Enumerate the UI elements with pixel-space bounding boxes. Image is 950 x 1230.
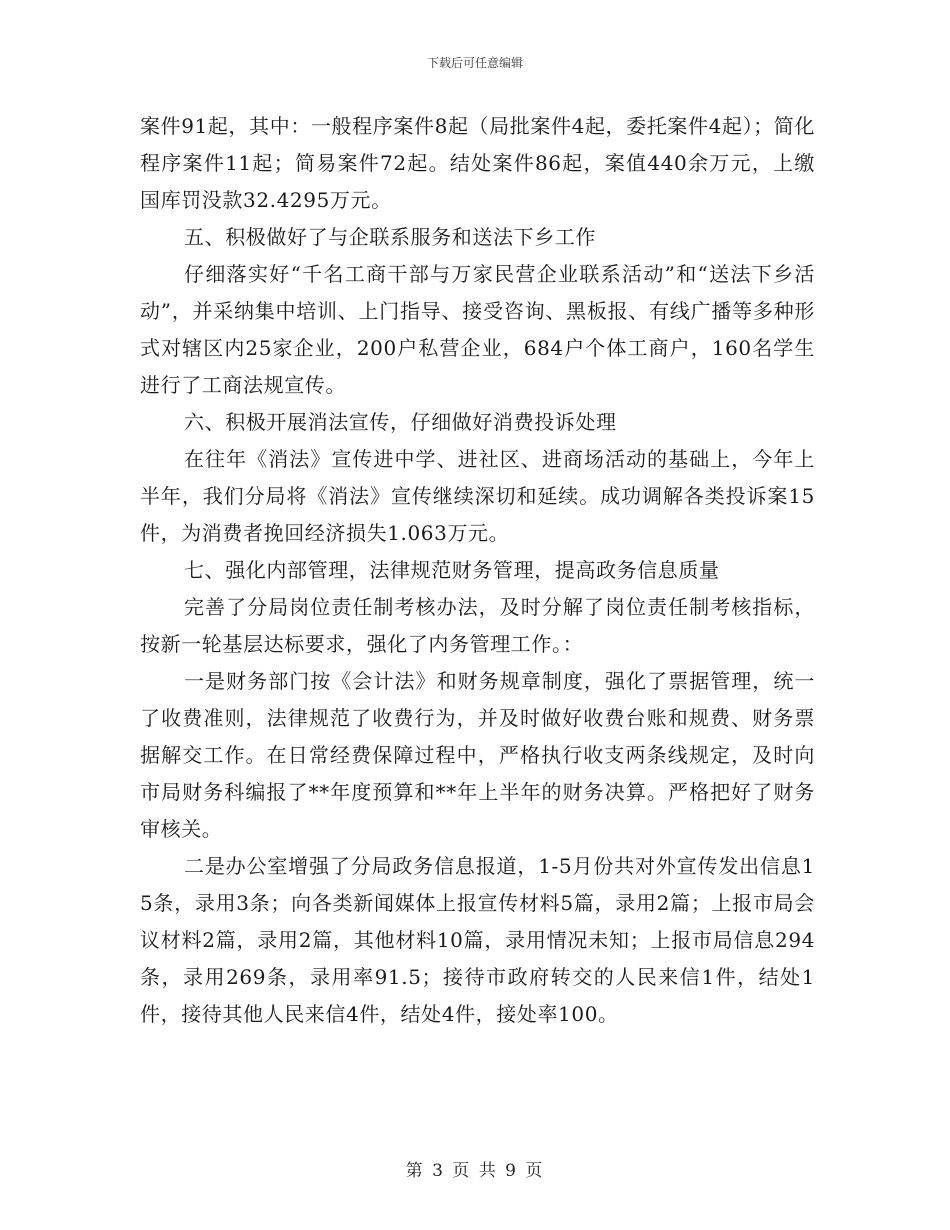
paragraph-office-information: 二是办公室增强了分局政务信息报道，1-5月份共对外宣传发出信息15条，录用3条；向各类新闻媒体上报宣传材料5篇，录用2篇；上报市局会议材料2篇，录用2篇，其他材料10篇，录用情况未知；上报市局信息294条，录用269条，录用率91.5；接待市政府转交的人民来信1件，结处1件，接待其他人民来信4件，结处4件，接处率100。 [140,854,815,1026]
paragraph-internal-management: 完善了分局岗位责任制考核办法，及时分解了岗位责任制考核指标，按新一轮基层达标要求，强化了内务管理工作。： [140,595,815,656]
paragraph-case-statistics: 案件91起，其中：一般程序案件8起（局批案件4起，委托案件4起）；简化程序案件11起；简易案件72起。结处案件86起，案值440余万元，上缴国库罚没款32.4295万元。 [140,114,815,212]
section-heading-consumer-law: 六、积极开展消法宣传，仔细做好消费投诉处理 [184,410,617,434]
page-header-note: 下载后可任意编辑 [426,56,523,70]
paragraph-consumer-law: 在往年《消法》宣传进中学、进社区、进商场活动的基础上，今年上半年，我们分局将《消法》宣传继续深切和延续。成功调解各类投诉案15件，为消费者挽回经济损失1.063万元。 [140,447,815,545]
document-body [140,108,815,1033]
section-heading-internal-management: 七、强化内部管理，法律规范财务管理，提高政务信息质量 [184,558,720,582]
paragraph-finance-department: 一是财务部门按《会计法》和财务规章制度，强化了票据管理，统一了收费准则，法律规范了收费行为，并及时做好收费台账和规费、财务票据解交工作。在日常经费保障过程中，严格执行收支两条线规定，及时向市局财务科编报了**年度预算和**年上半年的财务决算。严格把好了财务审核关。 [140,669,815,841]
page-number-footer: 第 3 页 共 9 页 [405,1161,545,1181]
section-heading-enterprise-liaison: 五、积极做好了与企联系服务和送法下乡工作 [184,225,596,249]
paragraph-enterprise-liaison: 仔细落实好“千名工商干部与万家民营企业联系活动”和“送法下乡活动”，并采纳集中培训、上门指导、接受咨询、黑板报、有线广播等多种形式对辖区内25家企业，200户私营企业，684户个体工商户，160名学生进行了工商法规宣传。 [140,262,815,397]
